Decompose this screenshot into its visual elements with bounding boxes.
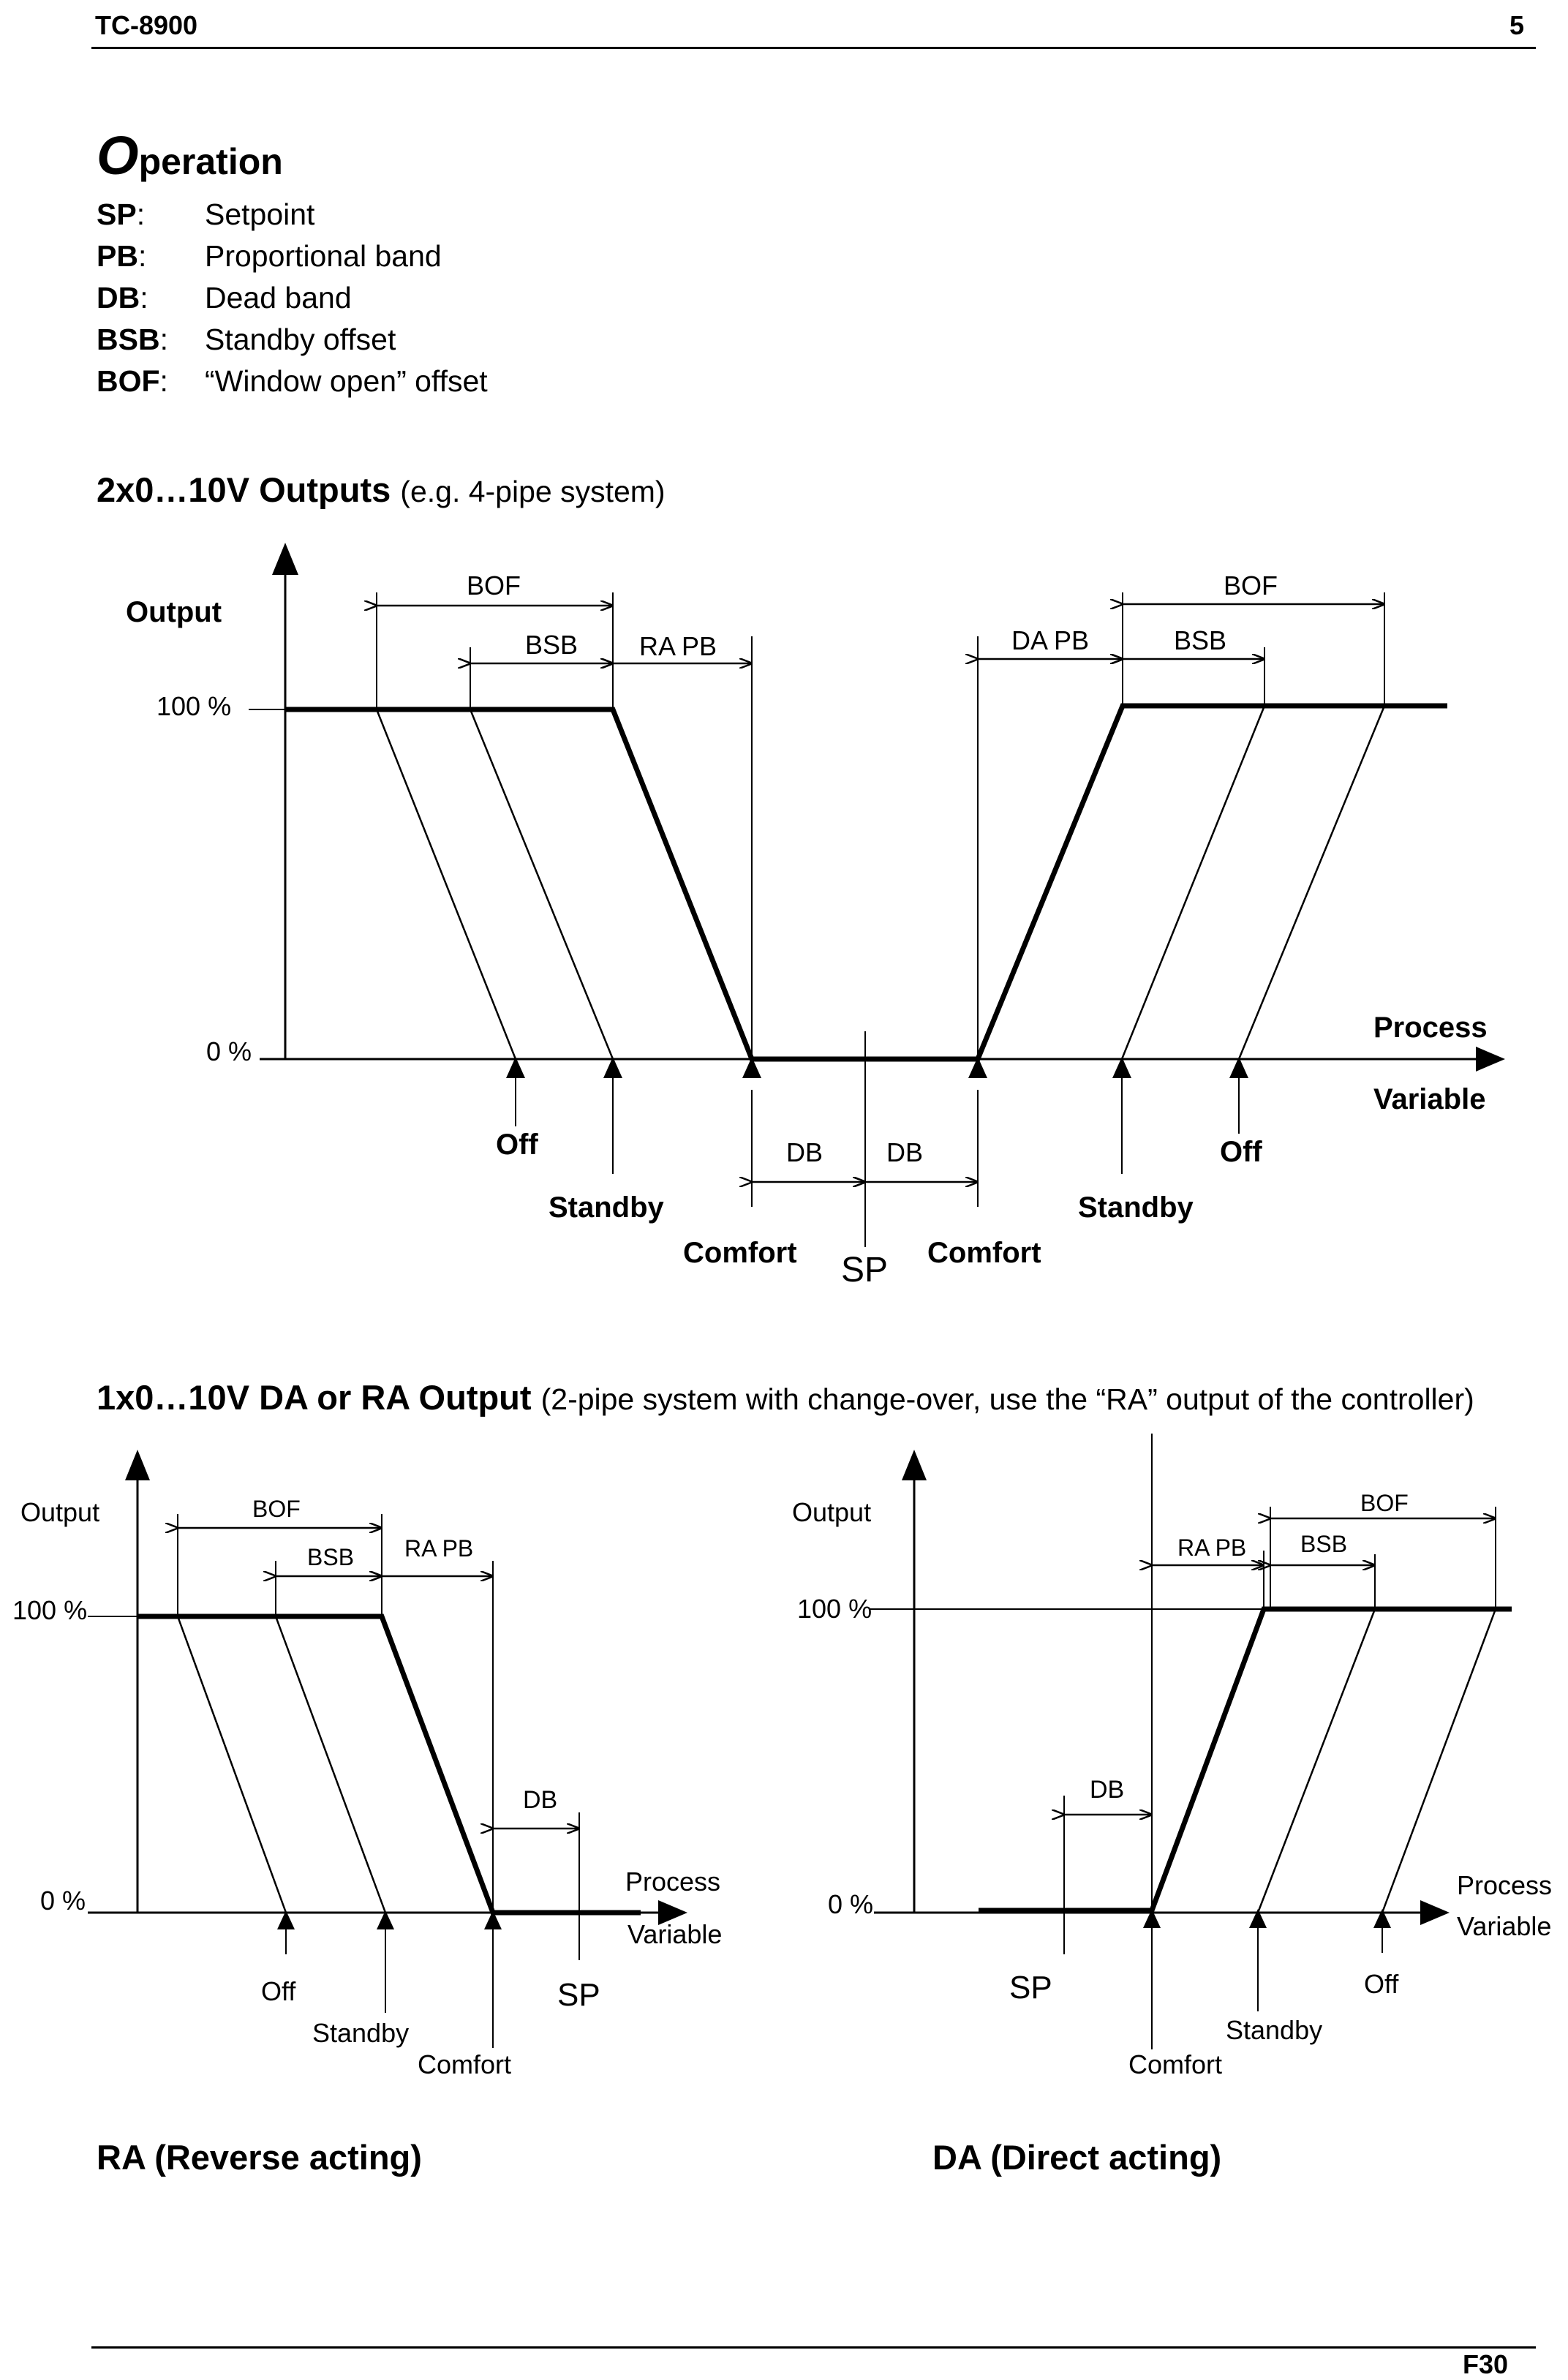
label-bsb: BSB: [1300, 1531, 1348, 1557]
abbreviation: DB: [97, 281, 140, 315]
definition: Proportional band: [205, 239, 442, 273]
x-axis-arrow-icon: [1420, 1900, 1450, 1925]
label-standby: Standby: [312, 2018, 410, 2048]
y0-label: 0 %: [206, 1036, 252, 1066]
dimension-arrows: [1064, 1518, 1496, 1815]
offset-curves: [377, 706, 1384, 1059]
label-ra-pb: RA PB: [1177, 1534, 1247, 1561]
label-standby: Standby: [549, 1191, 664, 1224]
offset-curves: [1258, 1609, 1496, 1913]
colon: :: [159, 323, 168, 356]
y-axis-arrow-icon: [125, 1450, 150, 1480]
x-axis-title-1: Process: [1373, 1012, 1488, 1044]
y100-label: 100 %: [797, 1594, 872, 1624]
label-off: Off: [261, 1976, 296, 2006]
y-axis-title: Output: [792, 1497, 872, 1527]
diagram-da: [792, 1434, 1552, 2079]
label-bof: BOF: [1360, 1490, 1409, 1516]
offset-curves: [178, 1616, 385, 1913]
x-axis-title-2: Variable: [627, 1919, 723, 1949]
output-curve: [137, 1616, 641, 1913]
x-axis-title-1: Process: [625, 1867, 721, 1897]
operation-title-rest: peration: [138, 141, 283, 182]
x-axis-arrow-icon: [1476, 1047, 1505, 1072]
label-comfort: Comfort: [683, 1237, 797, 1269]
label-ra-pb: RA PB: [639, 631, 717, 661]
curve-standby: [1258, 1609, 1375, 1913]
curve-off-da: [1239, 706, 1384, 1059]
page-number: 5: [1509, 10, 1525, 40]
pointer-stems: [516, 1078, 1239, 1174]
abbreviation: SP: [97, 197, 137, 231]
label-off: Off: [496, 1129, 538, 1161]
label-sp: SP: [557, 1977, 600, 2013]
dimension-arrows: [377, 604, 1384, 1182]
label-db: DB: [886, 1137, 924, 1167]
label-bsb: BSB: [1174, 625, 1227, 655]
operation-title-initial: O: [97, 125, 139, 186]
label-ra-pb: RA PB: [404, 1535, 474, 1562]
x-axis-title-2: Variable: [1457, 1911, 1552, 1941]
label-comfort: Comfort: [418, 2049, 512, 2079]
caption-ra: RA (Reverse acting): [97, 2138, 422, 2177]
label-db: DB: [523, 1786, 558, 1814]
section-title-text: 2x0…10V Outputs: [97, 470, 391, 509]
colon: :: [137, 239, 147, 273]
curve-off-ra: [377, 709, 516, 1059]
label-bof: BOF: [467, 570, 521, 600]
y0-label: 0 %: [828, 1889, 874, 1919]
label-standby: Standby: [1078, 1191, 1194, 1224]
definition: Dead band: [205, 281, 352, 315]
definition: Standby offset: [205, 323, 396, 356]
label-bsb: BSB: [307, 1544, 355, 1570]
section-title-note: (2-pipe system with change-over, use the “RA” output of the controller): [540, 1382, 1474, 1416]
abbreviation: BSB: [97, 323, 160, 356]
abbreviation: BOF: [97, 364, 160, 398]
label-da-pb: DA PB: [1011, 625, 1090, 655]
label-db: DB: [1090, 1776, 1125, 1804]
y-axis-title: Output: [126, 596, 222, 628]
label-sp: SP: [841, 1251, 889, 1289]
abbreviation: PB: [97, 239, 138, 273]
x-axis-title-2: Variable: [1373, 1083, 1486, 1115]
section-title-text: 1x0…10V DA or RA Output: [97, 1378, 532, 1417]
y-axis-arrow-icon: [902, 1450, 927, 1480]
definition: Setpoint: [205, 197, 315, 231]
label-bof: BOF: [1224, 570, 1278, 600]
label-standby: Standby: [1226, 2015, 1323, 2045]
definition: “Window open” offset: [205, 364, 488, 398]
colon: :: [159, 364, 168, 398]
label-comfort: Comfort: [927, 1237, 1041, 1269]
curve-standby: [276, 1616, 385, 1913]
label-comfort: Comfort: [1128, 2049, 1223, 2079]
guide-lines: [1064, 1434, 1496, 1954]
caption-da: DA (Direct acting): [932, 2138, 1222, 2177]
curve-off: [178, 1616, 286, 1913]
label-off: Off: [1364, 1969, 1399, 1999]
output-curve: [285, 706, 1447, 1059]
curve-standby-da: [1122, 706, 1264, 1059]
label-bof: BOF: [252, 1496, 301, 1522]
y100-label: 100 %: [157, 691, 232, 721]
y-axis-title: Output: [20, 1497, 100, 1527]
diagram-4pipe: [126, 543, 1505, 1289]
output-curve: [979, 1609, 1512, 1910]
x-axis-title-1: Process: [1457, 1870, 1553, 1900]
label-bsb: BSB: [525, 630, 578, 660]
label-sp: SP: [1009, 1970, 1052, 2006]
diagram-ra: [12, 1450, 722, 2079]
y100-label: 100 %: [12, 1595, 88, 1625]
curve-standby-ra: [470, 709, 613, 1059]
section-title-note: (e.g. 4-pipe system): [400, 475, 666, 508]
y0-label: 0 %: [40, 1886, 86, 1916]
footer-code: F30: [1463, 2349, 1509, 2379]
label-off: Off: [1220, 1136, 1262, 1168]
label-db: DB: [786, 1137, 823, 1167]
colon: :: [140, 281, 148, 315]
curve-off: [1382, 1609, 1496, 1913]
y-axis-arrow-icon: [272, 543, 298, 575]
doc-id: TC-8900: [95, 10, 198, 40]
colon: :: [136, 197, 146, 231]
